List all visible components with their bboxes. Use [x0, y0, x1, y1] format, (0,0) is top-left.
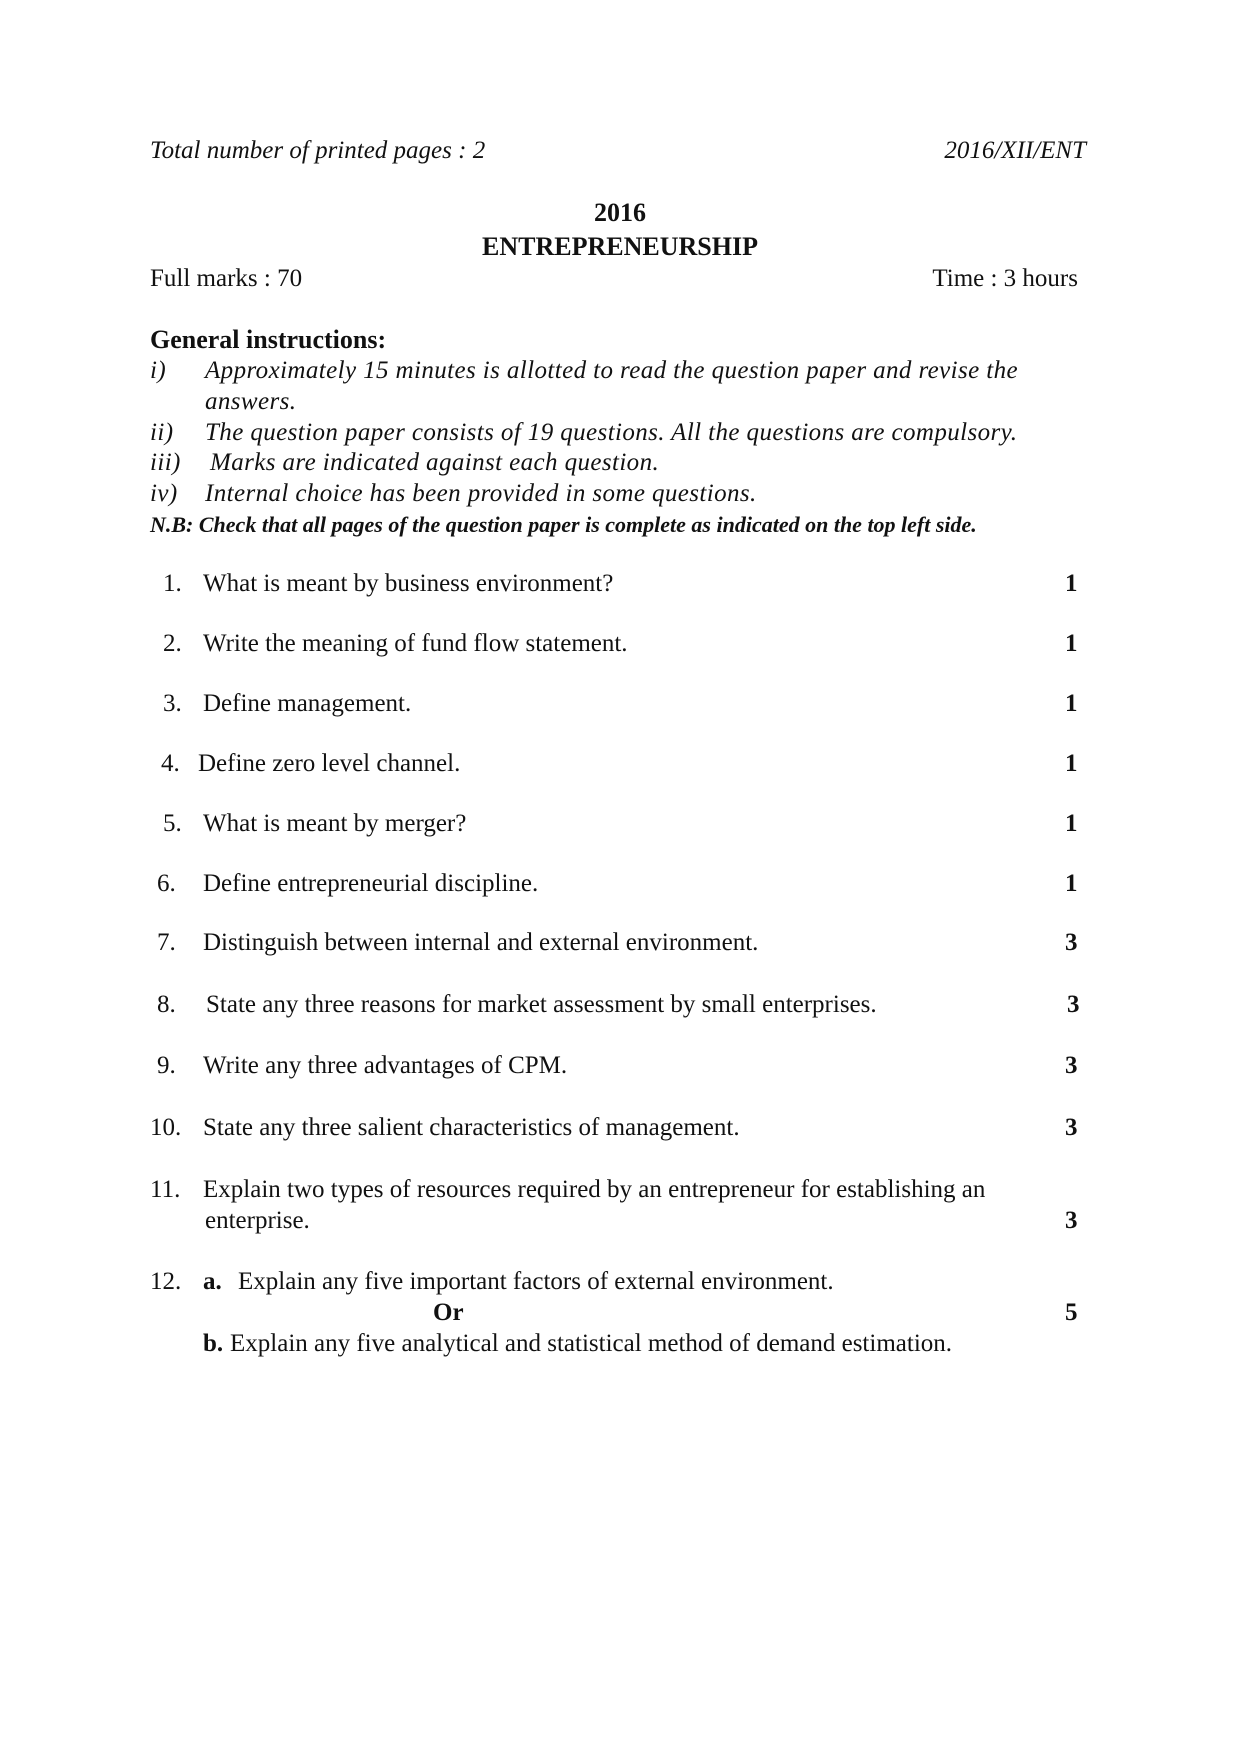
instruction-text: Approximately 15 minutes is allotted to read the question paper and revise the — [205, 357, 1019, 384]
question-text-continued: enterprise. — [205, 1207, 310, 1234]
question-number: 10. — [150, 1114, 182, 1141]
question-number: 12. — [150, 1268, 182, 1295]
question-marks: 1 — [1065, 810, 1078, 837]
printed-pages-note: Total number of printed pages : 2 — [150, 137, 486, 164]
full-marks: Full marks : 70 — [150, 265, 303, 292]
instruction-number: iv) — [150, 480, 178, 507]
question-marks: 1 — [1065, 690, 1078, 717]
exam-subject: ENTREPRENEURSHIP — [482, 232, 758, 261]
question-marks: 1 — [1065, 630, 1078, 657]
question-number: 1. — [163, 570, 182, 597]
paper-code: 2016/XII/ENT — [944, 137, 1086, 164]
instruction-text: Internal choice has been provided in some questions. — [205, 480, 757, 507]
question-text: What is meant by merger? — [203, 810, 467, 837]
exam-year: 2016 — [594, 198, 646, 227]
question-text: Define entrepreneurial discipline. — [203, 870, 539, 897]
question-text: Write any three advantages of CPM. — [203, 1052, 568, 1079]
instruction-text: Marks are indicated against each question. — [210, 449, 660, 476]
question-number: 5. — [163, 810, 182, 837]
instruction-number: ii) — [150, 419, 174, 446]
question-text: Define zero level channel. — [198, 750, 461, 777]
question-marks: 1 — [1065, 750, 1078, 777]
question-number: 7. — [157, 929, 176, 956]
instruction-text: The question paper consists of 19 questions. All the questions are compulsory. — [205, 419, 1018, 446]
option-a-label: a. — [203, 1268, 222, 1295]
or-separator: Or — [433, 1299, 464, 1326]
instructions-heading: General instructions: — [150, 325, 387, 354]
instruction-text: answers. — [205, 388, 297, 415]
option-a-text: Explain any five important factors of external environment. — [238, 1268, 834, 1295]
instruction-number: i) — [150, 357, 167, 384]
question-marks: 3 — [1065, 1052, 1078, 1079]
option-b-label: b. — [203, 1330, 224, 1357]
question-text: What is meant by business environment? — [203, 570, 614, 597]
question-text: Distinguish between internal and external environment. — [203, 929, 759, 956]
question-marks: 5 — [1065, 1299, 1078, 1326]
question-marks: 3 — [1065, 1207, 1078, 1234]
nb-note: N.B: Check that all pages of the question paper is complete as indicated on the top left side. — [150, 512, 977, 537]
option-b-text: Explain any five analytical and statistical method of demand estimation. — [230, 1330, 953, 1357]
question-text: Explain two types of resources required by an entrepreneur for establishing an — [203, 1176, 986, 1203]
question-marks: 3 — [1065, 1114, 1078, 1141]
question-number: 6. — [157, 870, 176, 897]
question-number: 9. — [157, 1052, 176, 1079]
time-allowed: Time : 3 hours — [932, 265, 1078, 292]
question-number: 11. — [150, 1176, 181, 1203]
question-marks: 1 — [1065, 870, 1078, 897]
question-marks: 1 — [1065, 570, 1078, 597]
question-text: Write the meaning of fund flow statement. — [203, 630, 628, 657]
question-marks: 3 — [1067, 991, 1080, 1018]
question-text: Define management. — [203, 690, 412, 717]
question-number: 4. — [161, 750, 180, 777]
question-marks: 3 — [1065, 929, 1078, 956]
question-number: 3. — [163, 690, 182, 717]
question-text: State any three reasons for market assessment by small enterprises. — [206, 991, 877, 1018]
question-text: State any three salient characteristics of management. — [203, 1114, 740, 1141]
question-number: 8. — [157, 991, 176, 1018]
question-number: 2. — [163, 630, 182, 657]
instruction-number: iii) — [150, 449, 181, 476]
